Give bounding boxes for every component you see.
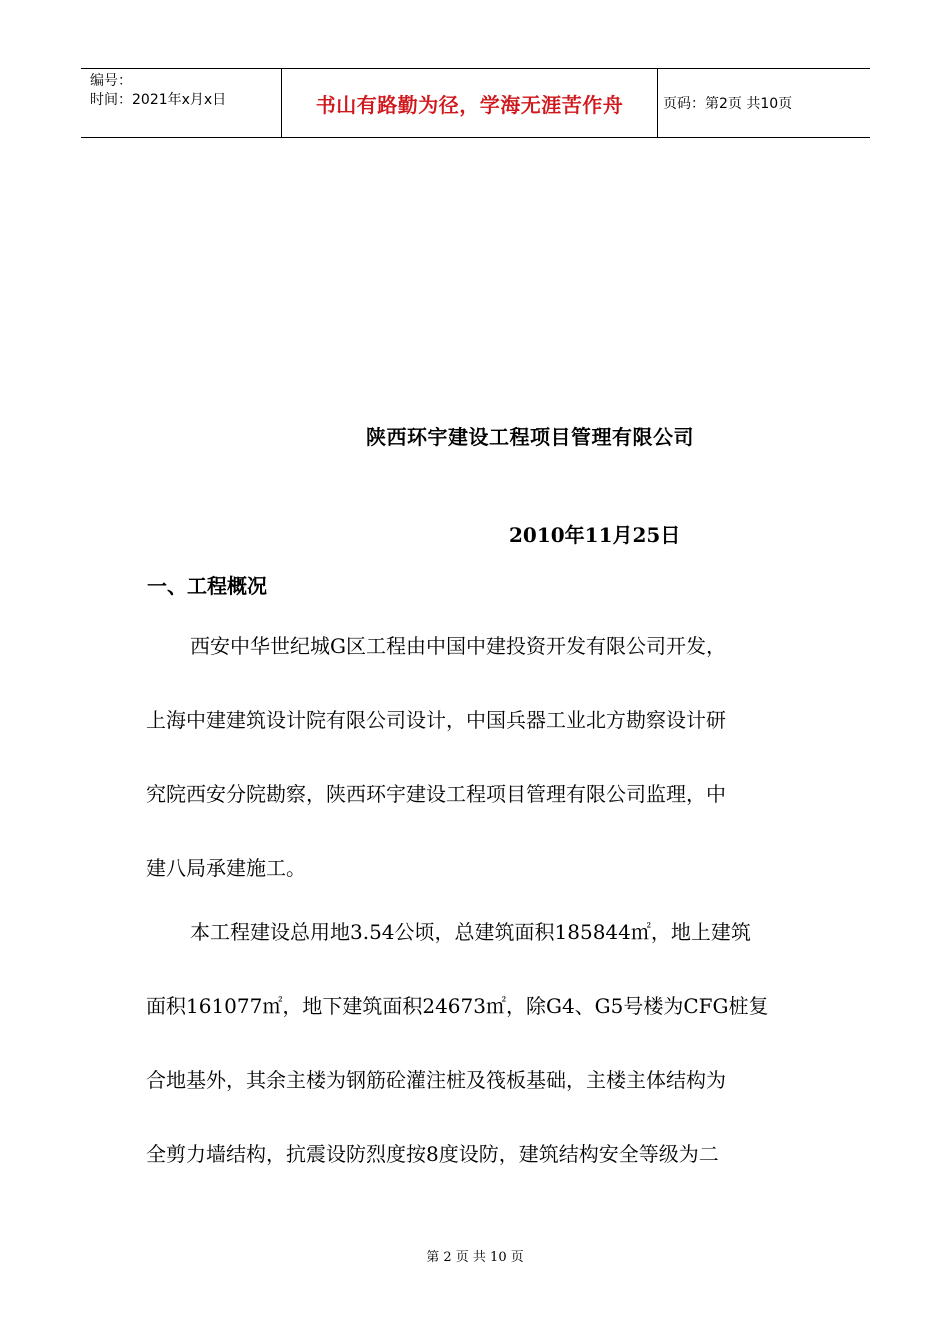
document-date: 2010年11月25日 (509, 523, 681, 547)
paragraph-line: 全剪力墙结构，抗震设防烈度按8度设防，建筑结构安全等级为二 (146, 1142, 719, 1166)
header-motto: 书山有路勤为径，学海无涯苦作舟 (282, 69, 658, 137)
paragraph-line: 西安中华世纪城G区工程由中国中建投资开发有限公司开发， (190, 634, 726, 658)
company-name: 陕西环宇建设工程项目管理有限公司 (366, 425, 694, 449)
paragraph-line: 面积161077㎡，地下建筑面积24673㎡，除G4、G5号楼为CFG桩复 (146, 994, 769, 1018)
paragraph-line: 建八局承建施工。 (146, 856, 306, 880)
paragraph-line: 上海中建建筑设计院有限公司设计，中国兵器工业北方勘察设计研 (146, 708, 726, 732)
header-meta-cell (81, 69, 282, 137)
paragraph-line: 究院西安分院勘察，陕西环宇建设工程项目管理有限公司监理，中 (146, 782, 726, 806)
page-footer: 第 2 页 共 10 页 (426, 1250, 524, 1265)
paragraph-line: 合地基外，其余主楼为钢筋砼灌注桩及筏板基础，主楼主体结构为 (146, 1068, 726, 1092)
paragraph-line: 本工程建设总用地3.54公顷，总建筑面积185844㎡，地上建筑 (190, 920, 751, 944)
header-table (81, 68, 870, 138)
document-time-label: 时间：2021年x月x日 (90, 92, 227, 108)
document-number-label: 编号： (90, 73, 132, 89)
section-title: 一、工程概况 (147, 574, 267, 598)
header-page-number: 页码：第2页 共10页 (663, 96, 793, 112)
